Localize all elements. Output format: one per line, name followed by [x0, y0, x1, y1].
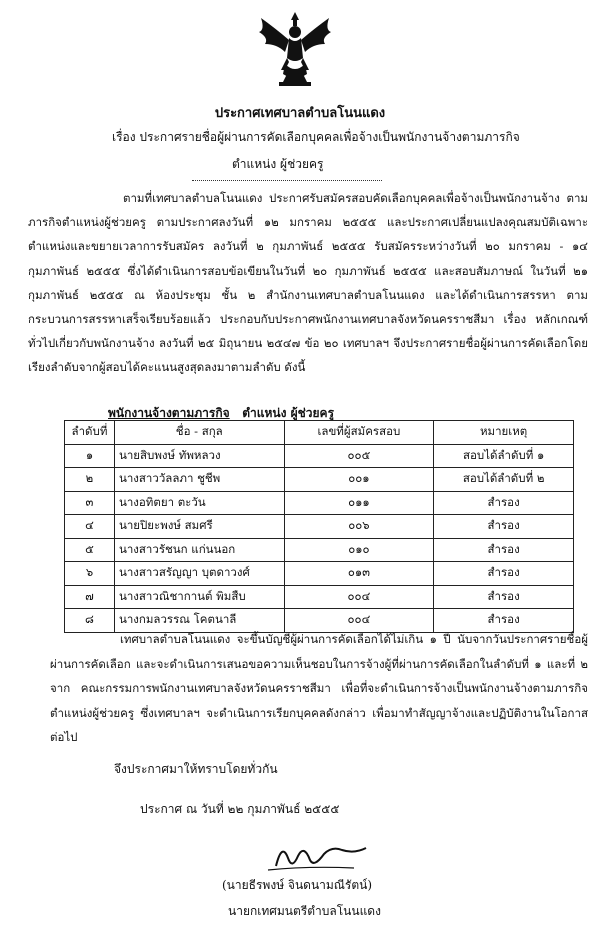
results-table [64, 420, 574, 633]
table-heading-underlined: พนักงานจ้างตามภารกิจ [108, 406, 230, 420]
row-applicant-id: ๐๐๑ [284, 468, 434, 492]
row-no: ๕ [65, 538, 115, 562]
table-row [65, 444, 574, 468]
table-heading-rest: ตำแหน่ง ผู้ช่วยครู [242, 406, 335, 420]
row-note: สำรอง [434, 538, 574, 562]
row-name: นางสาวสรัญญา บุตดาวงศ์ [114, 562, 284, 586]
row-name: นางสาวรัชนก แก่นนอก [114, 538, 284, 562]
announcement-date: ประกาศ ณ วันที่ ๒๒ กุมภาพันธ์ ๒๕๕๕ [140, 802, 340, 816]
row-no: ๑ [65, 444, 115, 468]
row-applicant-id: ๐๑๑ [284, 491, 434, 515]
announcement-subject: เรื่อง ประกาศรายชื่อผู้ผ่านการคัดเลือกบุคคลเพื่อจ้างเป็นพนักงานจ้างตามภารกิจ [112, 130, 520, 144]
notice-line: จึงประกาศมาให้ทราบโดยทั่วกัน [114, 762, 278, 776]
row-note: สำรอง [434, 515, 574, 539]
garuda-emblem-icon [255, 8, 335, 90]
closing-paragraph: เทศบาลตำบลโนนแดง จะขึ้นบัญชีผู้ผ่านการคัดเลือกได้ไม่เกิน ๑ ปี นับจากวันประกาศรายชื่อผู้ผ่านการคัดเลือก และจะดำเนินการเสนอขอความเห็นชอบในการจ้างผู้ที่ผ่านการคัดเลือกในลำดับที่ ๑ และที่ ๒ จาก คณะกรรมการพนักงานเทศบาลจังหวัดนครราชสีมา เพื่อที่จะดำเนินการจ้างเป็นพนักงานจ้างตามภารกิจ ตำแหน่งผู้ช่วยครู ซึ่งเทศบาลฯ จะดำเนินการเรียกบุคคลดังกล่าว เพื่อมาทำสัญญาจ้างและปฏิบัติงานในโอกาสต่อไป [50, 632, 588, 744]
table-row [65, 491, 574, 515]
row-no: ๘ [65, 609, 115, 633]
row-applicant-id: ๐๐๕ [284, 444, 434, 468]
table-row [65, 538, 574, 562]
row-name: นางสาวณิชากานต์ พิมสืบ [114, 585, 284, 609]
position-line: ตำแหน่ง ผู้ช่วยครู [232, 157, 324, 171]
signature-icon [258, 836, 378, 876]
table-row [65, 585, 574, 609]
row-note: สอบได้ลำดับที่ ๒ [434, 468, 574, 492]
row-note: สำรอง [434, 491, 574, 515]
row-applicant-id: ๐๐๖ [284, 515, 434, 539]
signer-name: (นายธีรพงษ์ จินดนามณีรัตน์) [222, 878, 373, 892]
row-note: สำรอง [434, 609, 574, 633]
table-row [65, 515, 574, 539]
col-header-no: ลำดับที่ [65, 421, 115, 445]
row-note: สำรอง [434, 562, 574, 586]
table-row [65, 468, 574, 492]
row-no: ๓ [65, 491, 115, 515]
dotted-divider [192, 180, 382, 181]
row-applicant-id: ๐๑๐ [284, 538, 434, 562]
col-header-name: ชื่อ - สกุล [114, 421, 284, 445]
row-no: ๒ [65, 468, 115, 492]
row-no: ๖ [65, 562, 115, 586]
row-name: นายสิบพงษ์ ทัพหลวง [114, 444, 284, 468]
col-header-note: หมายเหตุ [434, 421, 574, 445]
row-no: ๔ [65, 515, 115, 539]
signer-title: นายกเทศมนตรีตำบลโนนแดง [228, 904, 381, 918]
table-header-row [65, 421, 574, 445]
row-name: นางสาววัลลภา ชูชีพ [114, 468, 284, 492]
table-row [65, 562, 574, 586]
row-applicant-id: ๐๐๔ [284, 585, 434, 609]
row-name: นายปิยะพงษ์ สมศรี [114, 515, 284, 539]
body-paragraph: ตามที่เทศบาลตำบลโนนแดง ประกาศรับสมัครสอบคัดเลือกบุคคลเพื่อจ้างเป็นพนักงานจ้าง ตามภารกิจตำแหน่งผู้ช่วยครู ตามประกาศลงวันที่ ๑๒ มกราคม ๒๕๕๕ และประกาศเปลี่ยนแปลงคุณสมบัติเฉพาะตำแหน่งและขยายเวลาการรับสมัคร ลงวันที่ ๒ กุมภาพันธ์ ๒๕๕๕ รับสมัครระหว่างวันที่ ๒๐ มกราคม - ๑๔ กุมภาพันธ์ ๒๕๕๕ ซึ่งได้ดำเนินการสอบข้อเขียนในวันที่ ๒๐ กุมภาพันธ์ ๒๕๕๕ และสอบสัมภาษณ์ ในวันที่ ๒๑ กุมภาพันธ์ ๒๕๕๕ ณ ห้องประชุม ชั้น ๒ สำนักงานเทศบาลตำบลโนนแดง และได้ดำเนินการสรรหา ตามกระบวนการสรรหาเสร็จเรียบร้อยแล้ว ประกอบกับประกาศพนักงานเทศบาลจังหวัดนครราชสีมา เรื่อง หลักเกณฑ์ทั่วไปเกี่ยวกับพนักงานจ้าง ลงวันที่ ๒๕ มิถุนายน ๒๕๔๗ ข้อ ๒๐ เทศบาลฯ จึงประกาศรายชื่อผู้ผ่านการคัดเลือกโดยเรียงลำดับจากผู้สอบได้คะแนนสูงสุดลงมาตามลำดับ ดังนี้ [28, 191, 588, 375]
row-no: ๗ [65, 585, 115, 609]
announcement-title: ประกาศเทศบาลตำบลโนนแดง [214, 106, 386, 121]
row-applicant-id: ๐๑๓ [284, 562, 434, 586]
row-applicant-id: ๐๐๔ [284, 609, 434, 633]
row-name: นางอทิตยา ตะวัน [114, 491, 284, 515]
row-name: นางกมลวรรณ โคตนาลี [114, 609, 284, 633]
col-header-applicant-id: เลขที่ผู้สมัครสอบ [284, 421, 434, 445]
row-note: สอบได้ลำดับที่ ๑ [434, 444, 574, 468]
row-note: สำรอง [434, 585, 574, 609]
